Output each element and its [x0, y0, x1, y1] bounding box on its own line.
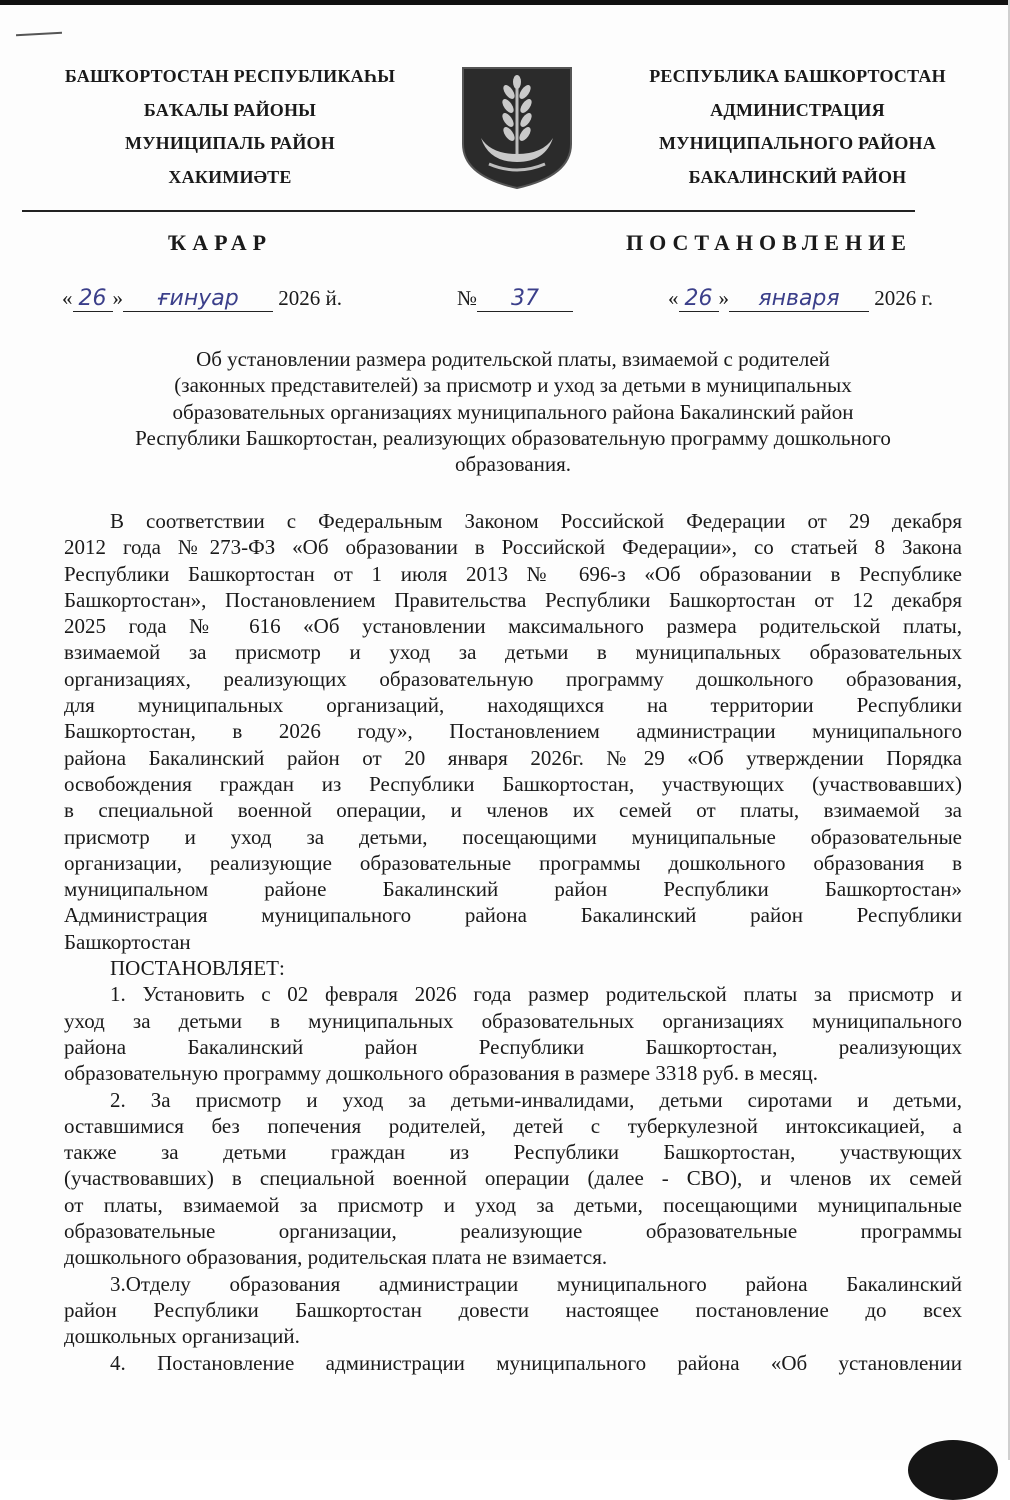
header-right-line: БАКАЛИНСКИЙ РАЙОН — [688, 166, 907, 187]
header-divider — [22, 210, 915, 212]
handwritten-month: ғинуар — [123, 287, 273, 312]
header-left-line: БАҠАЛЫ РАЙОНЫ — [143, 99, 317, 120]
preamble-line: Администрация муниципального района Бакалинский район Республики — [64, 903, 962, 928]
preamble-line: В соответствии с Федеральным Законом Российской Федерации от 29 декабря — [110, 509, 962, 533]
preamble-line: Башкортостан — [64, 929, 191, 954]
top-edge-bar — [0, 0, 1010, 5]
item1-line: района Бакалинский район Республики Башкортостан, реализующих — [64, 1034, 962, 1059]
preamble-line: Башкортостан, в 2026 году», Постановлением администрации муниципального — [64, 719, 962, 744]
header-left-line: ХАКИМИӘТЕ — [168, 166, 292, 187]
preamble-line: 2025 года № 616 «Об установлении максимального размера родительской платы, — [64, 614, 962, 639]
header-right — [620, 60, 975, 194]
year-label: 2026 г. — [874, 286, 933, 310]
header-right-line: МУНИЦИПАЛЬНОГО РАЙОНА — [659, 133, 936, 153]
title-karar: ҠАРАР — [168, 230, 273, 255]
item1-line: уход за детьми в муниципальных образовательных организациях муниципального — [64, 1008, 962, 1033]
preamble-line: организациях, реализующих образовательную программу дошкольного образования, — [64, 666, 962, 691]
item2-line: оставшимися без попечения родителей, детей с туберкулезной интоксикацией, а — [64, 1113, 962, 1138]
item3-line: район Республики Башкортостан довести настоящее постановление до всех — [64, 1297, 962, 1322]
handwritten-day: 26 — [73, 287, 113, 312]
coat-of-arms-icon — [459, 64, 575, 190]
item3-line: 3.Отделу образования администрации муниципального района Бакалинский — [110, 1271, 962, 1296]
preamble-line: присмотр и уход за детьми, посещающими муниципальные образовательные — [64, 824, 962, 849]
number-sign: № — [457, 286, 478, 310]
date-right: « 26 » января 2026 г. — [668, 286, 933, 311]
item4-line: 4. Постановление администрации муниципального района «Об установлении — [110, 1350, 962, 1375]
preamble-line: района Бакалинский район от 20 января 2026г. №29 «Об утверждении Порядка — [64, 745, 962, 770]
preamble-line: Республики Башкортостан от 1 июля 2013 № 696-з «Об образовании в Республике — [64, 561, 962, 586]
preamble-line: освобождения граждан из Республики Башкортостан, участвующих (участвовавших) — [64, 771, 962, 796]
preamble-line: организации, реализующие образовательные программы дошкольного образования в — [64, 850, 962, 875]
item1-line: образовательную программу дошкольного образования в размере 3318 руб. в месяц. — [64, 1061, 819, 1086]
subject-line: (законных представителей) за присмотр и уход за детьми в муниципальных — [174, 373, 852, 398]
handwritten-day: 26 — [679, 287, 719, 312]
header-right-line: РЕСПУБЛИКА БАШКОРТОСТАН — [649, 66, 946, 86]
document-number — [457, 286, 573, 312]
item2-line: 2. За присмотр и уход за детьми-инвалидами, детьми сиротами и детьми, — [110, 1087, 962, 1112]
document-subject — [62, 346, 964, 477]
year-label: 2026 й. — [278, 286, 342, 310]
subject-line: Об установлении размера родительской платы, взимаемой с родителей — [196, 347, 830, 371]
subject-line: образовательных организациях муниципального района Бакалинский район — [172, 399, 854, 424]
item2-line: дошкольного образования, родительская плата не взимается. — [64, 1245, 608, 1270]
subject-line: Республики Башкортостан, реализующих образовательную программу дошкольного — [135, 425, 891, 450]
item2-line: также за детьми граждан из Республики Башкортостан, участвующих — [64, 1140, 962, 1165]
header-left — [40, 60, 420, 194]
preamble-line: для муниципальных организаций, находящихся на территории Республики — [64, 693, 962, 718]
subject-line: образования. — [454, 452, 572, 477]
item2-line: образовательные организации, реализующие образовательные программы — [64, 1219, 962, 1244]
decree-word: ПОСТАНОВЛЯЕТ: — [110, 956, 285, 981]
item2-line: (участвовавших) в специальной военной операции (далее - СВО), и членов их семей — [64, 1166, 962, 1191]
preamble-line: взимаемой за присмотр и уход за детьми в муниципальных образовательных — [64, 640, 962, 665]
item2-line: от платы, взимаемой за присмотр и уход за детьми, посещающими муниципальные — [64, 1192, 962, 1217]
corner-shadow — [908, 1440, 998, 1500]
header-left-line: БАШҠОРТОСТАН РЕСПУБЛИКАҺЫ — [64, 66, 396, 86]
preamble-line: 2012 года №273-ФЗ «Об образовании в Российской Федерации», со статьей 8 Закона — [64, 535, 962, 560]
preamble-line: муниципальном районе Бакалинский район Республики Башкортостан» — [64, 877, 962, 902]
header-left-line: МУНИЦИПАЛЬ РАЙОН — [125, 133, 335, 153]
title-postanovlenie: ПОСТАНОВЛЕНИЕ — [626, 230, 912, 255]
preamble-line: Башкортостан», Постановлением Правительства Республики Башкортостан от 12 декабря — [64, 587, 962, 612]
handwritten-number: 37 — [477, 287, 573, 312]
document-body — [64, 508, 962, 1376]
item3-line: дошкольных организаций. — [64, 1324, 300, 1349]
header-right-line: АДМИНИСТРАЦИЯ — [710, 99, 885, 120]
corner-mark — [16, 32, 62, 36]
handwritten-month: января — [729, 287, 869, 312]
preamble-line: в специальной военной операции, и членов их семей от платы, взимаемой за — [64, 798, 962, 823]
date-left: « 26 » ғинуар 2026 й. — [62, 286, 342, 311]
item1-line: 1. Установить с 02 февраля 2026 года размер родительской платы за присмотр и — [110, 982, 962, 1007]
